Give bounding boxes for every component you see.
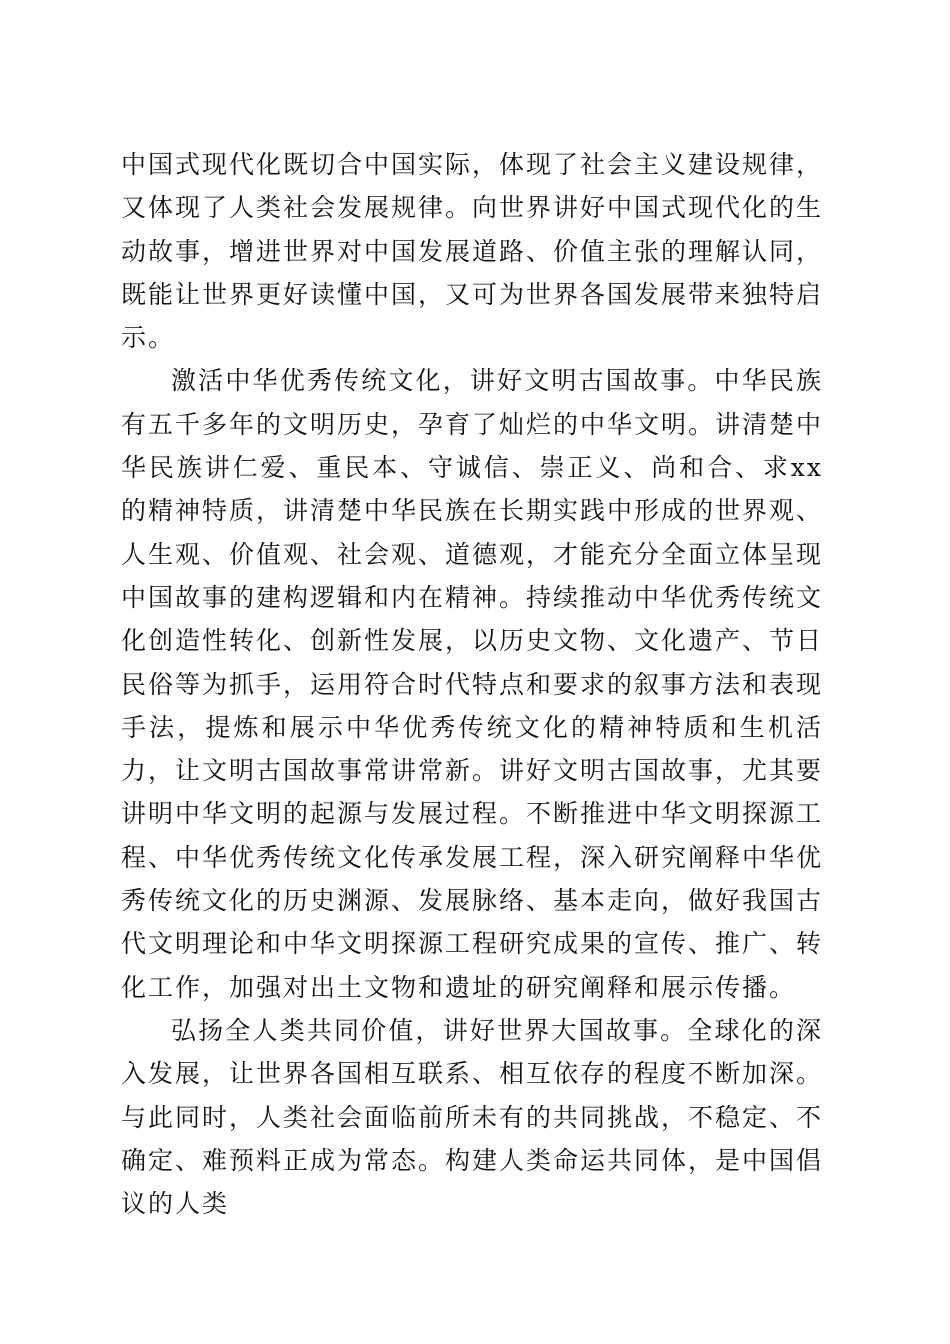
paragraph-continuation: 中国式现代化既切合中国实际，体现了社会主义建设规律，又体现了人类社会发展规律。向世界讲好中国式现代化的生动故事，增进世界对中国发展道路、价值主张的理解认同，既能让世界更好读懂中国，又可为世界各国发展带来独特启示。 xyxy=(121,150,824,353)
body-text xyxy=(121,143,823,1225)
paragraph-common-values: 弘扬全人类共同价值，讲好世界大国故事。全球化的深入发展，让世界各国相互联系、相互依存的程度不断加深。与此同时，人类社会面临前所未有的共同挑战，不稳定、不确定、难预料正成为常态。构建人类命运共同体，是中国倡议的人类 xyxy=(121,1015,824,1219)
paragraph-traditional-culture: 激活中华优秀传统文化，讲好文明古国故事。中华民族有五千多年的文明历史，孕育了灿烂的中华文明。讲清楚中华民族讲仁爱、重民本、守诚信、崇正义、尚和合、求xx的精神特质，讲清楚中华民族在长期实践中形成的世界观、人生观、价值观、社会观、道德观，才能充分全面立体呈现中国故事的建构逻辑和内在精神。持续推动中华优秀传统文化创造性转化、创新性发展，以历史文物、文化遗产、节日民俗等为抓手，运用符合时代特点和要求的叙事方法和表现手法，提炼和展示中华优秀传统文化的精神特质和生机活力，让文明古国故事常讲常新。讲好文明古国故事，尤其要讲明中华文明的起源与发展过程。不断推进中华文明探源工程、中华优秀传统文化传承发展工程，深入研究阐释中华优秀传统文化的历史渊源、发展脉络、基本走向，做好我国古代文明理论和中华文明探源工程研究成果的宣传、推广、转化工作，加强对出土文物和遗址的研究阐释和展示传播。 xyxy=(121,366,824,1002)
